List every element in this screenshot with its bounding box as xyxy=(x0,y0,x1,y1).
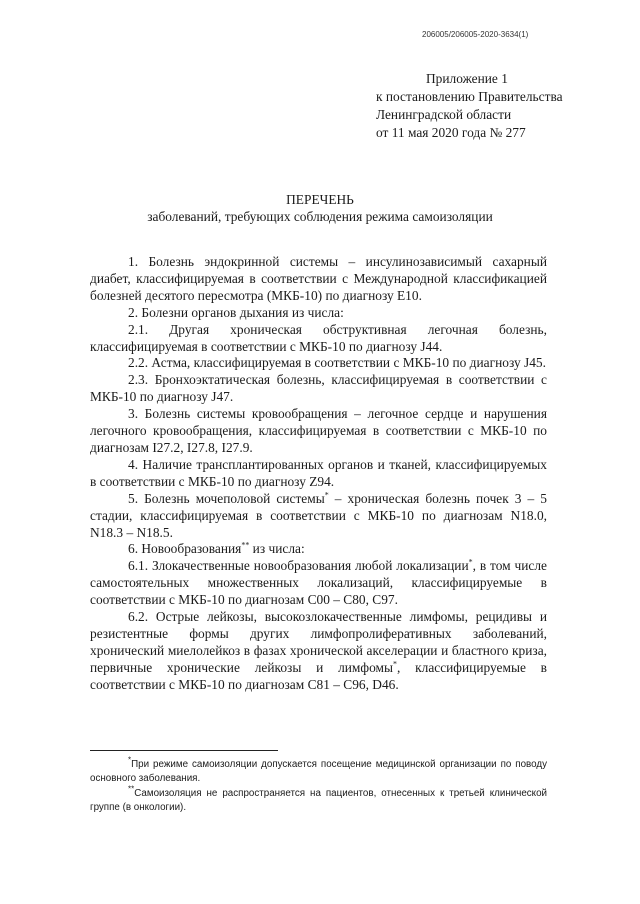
list-item-text: из числа: xyxy=(249,541,305,557)
list-item: 4. Наличие трансплантированных органов и тканей, классифицируемых в соответствии с МКБ-10 по диагнозу Z94. xyxy=(90,456,547,489)
list-item-text: 6. Новообразования xyxy=(128,541,242,557)
appendix-block xyxy=(376,70,563,142)
list-item xyxy=(90,558,547,609)
list-item: 2.1. Другая хроническая обструктивная легочная болезнь, классифицируемая в соответствии с МКБ-10 по диагнозу J44. xyxy=(90,321,547,354)
appendix-line: Приложение 1 xyxy=(426,71,508,86)
list-item: 1. Болезнь эндокринной системы – инсулинозависимый сахарный диабет, классифицируемая в соответствии с Международной классификацией болезней десятого пересмотра (МКБ-10) по диагнозу Е10. xyxy=(90,254,547,303)
footnote-mark: ** xyxy=(241,540,250,550)
footnote-mark: * xyxy=(468,557,473,567)
footnote xyxy=(90,784,547,814)
appendix-line: к постановлению Правительства xyxy=(376,89,563,104)
list-item: 2.3. Бронхоэктатическая болезнь, классифицируемая в соответствии с МКБ-10 по диагнозу J47. xyxy=(90,372,547,405)
list-item xyxy=(90,491,547,542)
appendix-line: от 11 мая 2020 года № 277 xyxy=(376,125,526,140)
footnote-text: Самоизоляция не распространяется на пациентов, отнесенных к третьей клинической группе (в онкологии). xyxy=(90,788,547,813)
list-item xyxy=(90,609,547,694)
footnote-mark: * xyxy=(128,755,132,765)
list-item-text: , классифицируемые в соответствии с МКБ-10 по диагнозам С81 – С96, D46. xyxy=(90,659,547,692)
list-item: 3. Болезнь системы кровообращения – легочное сердце и нарушения легочного кровообращения, классифицируемая в соответствии с МКБ-10 по диагнозам I27.2, I27.8, I27.9. xyxy=(90,406,547,455)
footnote xyxy=(90,755,547,785)
list-item-text: 5. Болезнь мочеполовой системы xyxy=(128,490,325,506)
document-id: 206005/206005-2020-3634(1) xyxy=(422,30,529,39)
footnote-mark: ** xyxy=(128,784,135,794)
list-item: 2.2. Астма, классифицируемая в соответствии с МКБ-10 по диагнозу J45. xyxy=(128,355,546,371)
footnote-text: При режиме самоизоляции допускается посещение медицинской организации по поводу основного заболевания. xyxy=(90,759,547,784)
appendix-line: Ленинградской области xyxy=(376,107,512,122)
list-item-text: , в том числе самостоятельных множественных локализаций, классифицируемые в соответствии с МКБ-10 по диагнозам С00 – С80, С97. xyxy=(90,558,547,608)
document-body xyxy=(90,254,547,694)
list-item-text: 6.2. Острые лейкозы, высокозлокачественные лимфомы, рецидивы и резистентные формы других лимфопролиферативных заболеваний, хронический миелолейкоз в фазах хронической акселерации и бластного криза, первичные хронические лейкозы и лимфомы xyxy=(90,609,547,675)
page-title: ПЕРЕЧЕНЬ xyxy=(286,192,354,207)
list-item xyxy=(90,541,547,558)
list-item-text: – хроническая болезнь почек 3 – 5 стадии, классифицируемая в соответствии с МКБ-10 по диагнозам N18.0, N18.3 – N18.5. xyxy=(90,490,547,540)
list-item-text: 6.1. Злокачественные новообразования любой локализации xyxy=(128,558,469,574)
footnote-mark: * xyxy=(324,490,329,500)
footnote-mark: * xyxy=(392,659,397,669)
footnote-divider xyxy=(90,750,278,751)
list-item: 2. Болезни органов дыхания из числа: xyxy=(128,304,344,320)
page-subtitle: заболеваний, требующих соблюдения режима самоизоляции xyxy=(147,209,493,224)
